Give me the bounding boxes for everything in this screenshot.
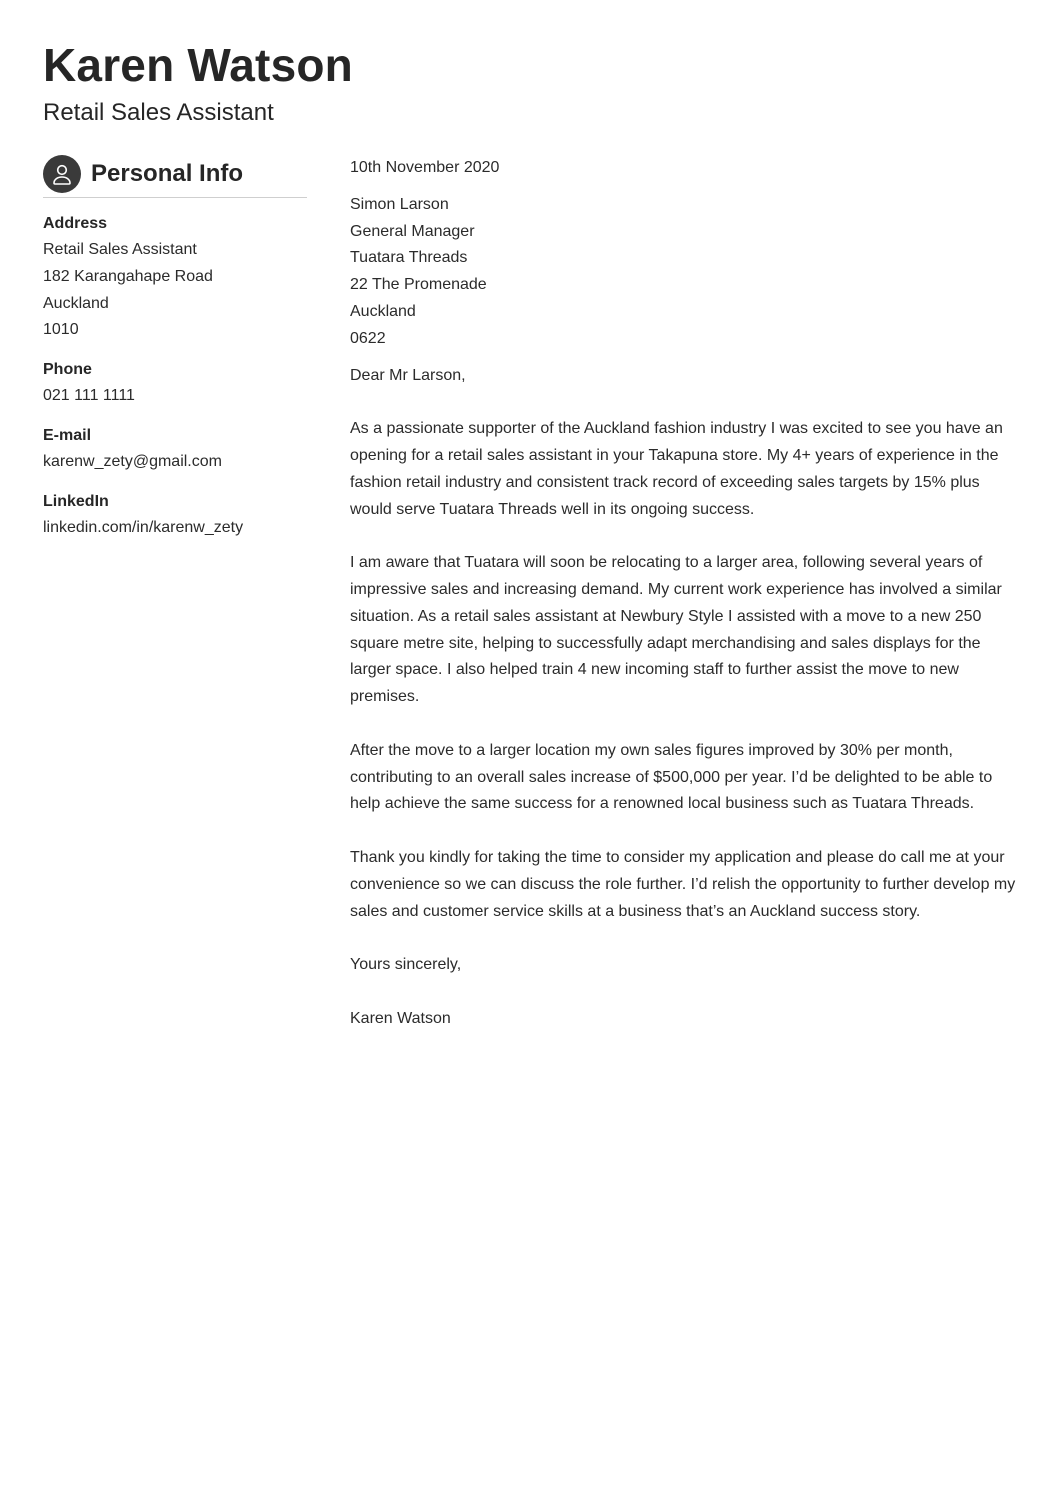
sidebar-personal-info <box>43 155 307 542</box>
recipient-line: Auckland <box>350 302 416 320</box>
person-icon <box>43 155 81 193</box>
recipient-line: 22 The Promenade <box>350 276 487 294</box>
linkedin-value: linkedin.com/in/karenw_zety <box>43 518 244 536</box>
salutation: Dear Mr Larson, <box>350 366 466 384</box>
email-block <box>43 422 307 476</box>
section-header <box>43 155 307 198</box>
email-label: E-mail <box>43 426 92 444</box>
letter-paragraph: I am aware that Tuatara will soon be relocating to a larger area, following several years of impressive sales and increasing demand. My current work experience has involved a similar situation. As a retail sales assistant at Newbury Style I assisted with a move to a new 250 square metre site, helping to successfully adapt merchandising and sales displays for the larger space. I also helped train 4 new incoming staff to further assist the move to new premises. <box>350 554 1002 706</box>
address-line: 182 Karangahape Road <box>43 267 213 285</box>
linkedin-block <box>43 488 307 542</box>
letter-paragraph: As a passionate supporter of the Auckland fashion industry I was excited to see you have an opening for a retail sales assistant in your Takapuna store. My 4+ years of experience in the fashion retail industry and consistent track record of exceeding sales targets by 15% plus would serve Tuatara Threads well in its ongoing success. <box>350 420 1003 518</box>
job-title: Retail Sales Assistant <box>43 99 274 126</box>
section-title: Personal Info <box>91 160 244 187</box>
recipient-line: General Manager <box>350 222 475 240</box>
address-line: Retail Sales Assistant <box>43 241 197 258</box>
address-block <box>43 210 307 344</box>
email-value: karenw_zety@gmail.com <box>43 452 222 470</box>
letter-body <box>350 155 1022 1033</box>
recipient-line: 0622 <box>350 329 386 347</box>
letter-paragraph: After the move to a larger location my own sales figures improved by 30% per month, contributing to an overall sales increase of $500,000 per year. I’d be delighted to be able to help achieve the same success for a renowned local business such as Tuatara Threads. <box>350 741 993 813</box>
phone-block <box>43 356 307 410</box>
signature: Karen Watson <box>350 1009 451 1027</box>
recipient-block <box>350 192 1022 353</box>
address-label: Address <box>43 215 108 232</box>
applicant-name: Karen Watson <box>43 39 353 91</box>
address-line: 1010 <box>43 321 79 339</box>
letter-date: 10th November 2020 <box>350 159 500 176</box>
recipient-line: Tuatara Threads <box>350 249 468 267</box>
phone-label: Phone <box>43 361 92 379</box>
phone-value: 021 111 1111 <box>43 387 135 405</box>
closing: Yours sincerely, <box>350 956 462 974</box>
linkedin-label: LinkedIn <box>43 492 109 510</box>
recipient-line: Simon Larson <box>350 195 449 213</box>
header <box>43 36 353 128</box>
address-line: Auckland <box>43 294 109 312</box>
letter-paragraph: Thank you kindly for taking the time to consider my application and please do call me at your convenience so we can discuss the role further. I’d relish the opportunity to further develop my sales and customer service skills at a business that’s an Auckland success story. <box>350 848 1016 920</box>
